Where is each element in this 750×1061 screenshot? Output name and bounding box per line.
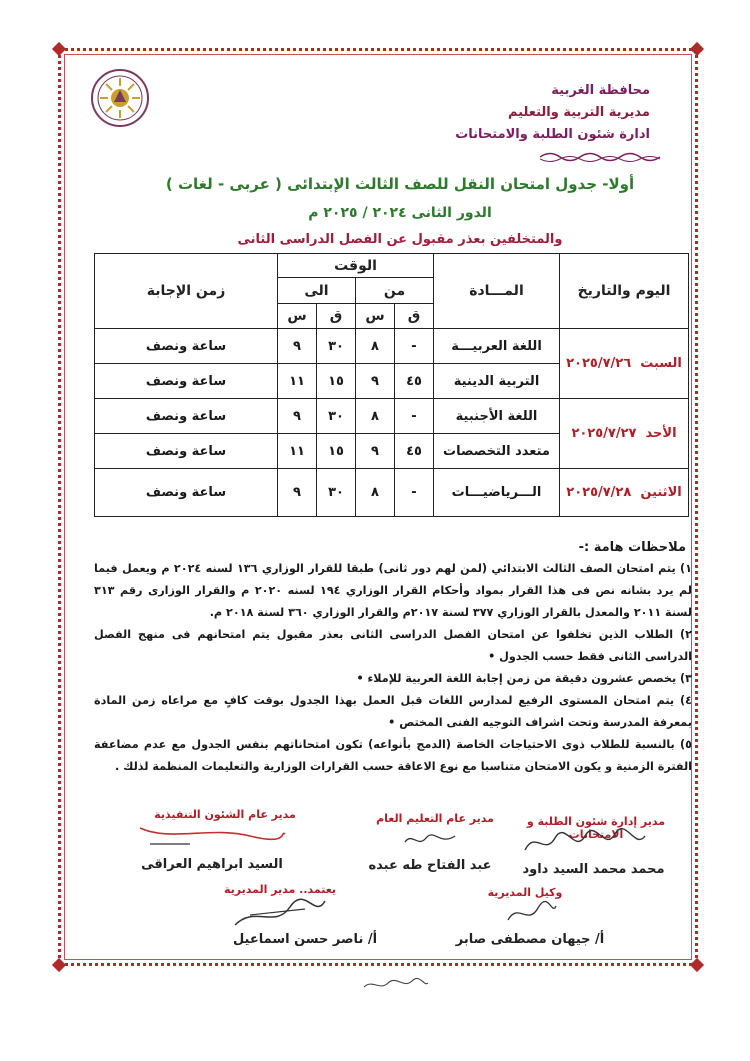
note-item: ٥) بالنسبة للطلاب ذوى الاحتياجات الخاصة (الدمج بأنواعه) تكون امتحاناتهم بنفس الجدول مع عدم مضاعفة الفترة الزمنية و يكون الامتحان متناسبا مع نوع الاعاقة حسب القرارات الوزارية والتعليمات المنظمة لذلك .: [94, 738, 692, 773]
signature-name: أ/ جيهان مصطفى صابر: [455, 932, 605, 947]
day-cell: [560, 399, 689, 469]
from-hours: ٨: [356, 329, 395, 364]
header-day-date: اليوم والتاريخ: [560, 254, 689, 329]
subject-cell: الـــرياضيـــات: [434, 469, 560, 517]
header-from-s: س: [356, 304, 395, 329]
header-to: الى: [278, 278, 356, 304]
governorate-name: محافظة الغربية: [551, 83, 650, 98]
note-item: ٤) يتم امتحان المستوى الرفيع لمدارس اللغات قبل العمل بهذا الجدول بوقت كافٍ مع مراعاه زمن المادة بمعرفة المدرسة وتحت اشراف التوجيه الفنى المختص •: [94, 694, 692, 729]
to-hours: ٩: [278, 329, 317, 364]
answer-time: ساعة ونصف: [95, 469, 278, 517]
from-minutes: ٤٥: [395, 364, 434, 399]
header-from-q: ق: [395, 304, 434, 329]
signature-name: عبد الفتاح طه عبده: [368, 858, 492, 873]
to-minutes: ١٥: [317, 434, 356, 469]
to-hours: ١١: [278, 434, 317, 469]
day-cell: [560, 469, 689, 517]
from-hours: ٨: [356, 469, 395, 517]
exam-schedule-table: [94, 253, 689, 517]
schedule-title: أولا- جدول امتحان النقل للصف الثالث الإبتدائى ( عربى - لغات ): [165, 175, 635, 193]
table-row: [95, 399, 689, 434]
signature-title: مدير عام التعليم العام: [376, 812, 494, 825]
header-to-s: س: [278, 304, 317, 329]
signature-title: مدير عام الشئون التنفيذية: [154, 808, 296, 821]
subject-cell: التربية الدينية: [434, 364, 560, 399]
header-subject: المـــادة: [434, 254, 560, 329]
handwritten-signature-icon: [130, 822, 290, 852]
to-minutes: ٣٠: [317, 469, 356, 517]
answer-time: ساعة ونصف: [95, 329, 278, 364]
handwritten-signature-icon: [230, 895, 330, 935]
subject-cell: اللغة الأجنبية: [434, 399, 560, 434]
day-name: السبت: [640, 355, 682, 371]
to-hours: ١١: [278, 364, 317, 399]
directorate-name: مديرية التربية والتعليم: [507, 105, 650, 120]
answer-time: ساعة ونصف: [95, 399, 278, 434]
answer-time: ساعة ونصف: [95, 434, 278, 469]
handwritten-date-icon: [360, 975, 430, 995]
day-date: ٢٠٢٥/٧/٢٧: [571, 425, 637, 441]
department-name: ادارة شئون الطلبة والامتحانات: [455, 127, 650, 142]
note-item: ٢) الطلاب الذين تخلفوا عن امتحان الفصل الدراسى الثانى بعذر مقبول يتم امتحانهم فى منهج الفصل الدراسى الثانى فقط حسب الجدول •: [94, 628, 692, 663]
day-name: الأحد: [645, 425, 677, 441]
day-date: ٢٠٢٥/٧/٢٨: [566, 484, 632, 500]
to-minutes: ٣٠: [317, 329, 356, 364]
header-block: [400, 80, 650, 146]
from-hours: ٨: [356, 399, 395, 434]
day-name: الاثنين: [640, 484, 682, 500]
header-answer-time: زمن الإجابة: [95, 254, 278, 329]
note-item: ٣) يخصص عشرون دقيقة من زمن إجابة اللغة العربية للإملاء •: [356, 672, 692, 685]
signature-title: يعتمد.. مدير المديرية: [223, 883, 337, 896]
to-minutes: ٣٠: [317, 399, 356, 434]
signature-title: مدير إدارة شئون الطلبة و الامتحانات: [526, 815, 666, 841]
day-date: ٢٠٢٥/٧/٢٦: [566, 355, 632, 371]
ornament-divider-icon: [540, 150, 660, 164]
note-item: ١) يتم امتحان الصف الثالث الابتدائي (لمن لهم دور ثانى) طبقا للقرار الوزاري ١٣٦ لسنه ٢٠٢٤ م ويعمل فيما لم يرد بشانه نص فى هذا القرار بمواد وأحكام القرار الوزاري ١٩٤ لسنه ٢٠٢٠ م والقرار الوزارى رقم ٣١٣ لسنة ٢٠١١ والمعدل بالقرار الوزاري ٣٧٧ لسنة ٢٠١٧م والقرار الوزاري ٣٦٠ لسنة ٢٠١٨ م.: [94, 562, 692, 619]
signature-name: أ/ ناصر حسن اسماعيل: [232, 932, 378, 947]
signature-name: السيد ابراهيم العراقى: [141, 857, 283, 872]
subject-cell: اللغة العربيـــة: [434, 329, 560, 364]
from-hours: ٩: [356, 434, 395, 469]
from-minutes: -: [395, 399, 434, 434]
signature-title: وكيل المديرية: [487, 886, 563, 899]
table-row: [95, 469, 689, 517]
from-minutes: -: [395, 469, 434, 517]
handwritten-signature-icon: [520, 826, 650, 860]
to-hours: ٩: [278, 399, 317, 434]
day-cell: [560, 329, 689, 399]
header-time: الوقت: [278, 254, 434, 278]
subject-cell: متعدد التخصصات: [434, 434, 560, 469]
header-to-q: ق: [317, 304, 356, 329]
answer-time: ساعة ونصف: [95, 364, 278, 399]
from-hours: ٩: [356, 364, 395, 399]
notes-list: [94, 558, 692, 778]
to-minutes: ١٥: [317, 364, 356, 399]
schedule-subtitle: والمتخلفين بعذر مقبول عن الفصل الدراسى الثانى: [237, 232, 563, 247]
to-hours: ٩: [278, 469, 317, 517]
notes-title: ملاحظات هامة :-: [578, 540, 686, 555]
handwritten-signature-icon: [400, 830, 460, 850]
header-from: من: [356, 278, 434, 304]
schedule-round: الدور الثانى ٢٠٢٤ / ٢٠٢٥ م: [308, 205, 492, 221]
handwritten-signature-icon: [500, 898, 560, 928]
table-row: [95, 329, 689, 364]
from-minutes: -: [395, 329, 434, 364]
directorate-seal-icon: [88, 64, 152, 134]
signature-name: محمد محمد السيد داود: [522, 862, 665, 877]
from-minutes: ٤٥: [395, 434, 434, 469]
